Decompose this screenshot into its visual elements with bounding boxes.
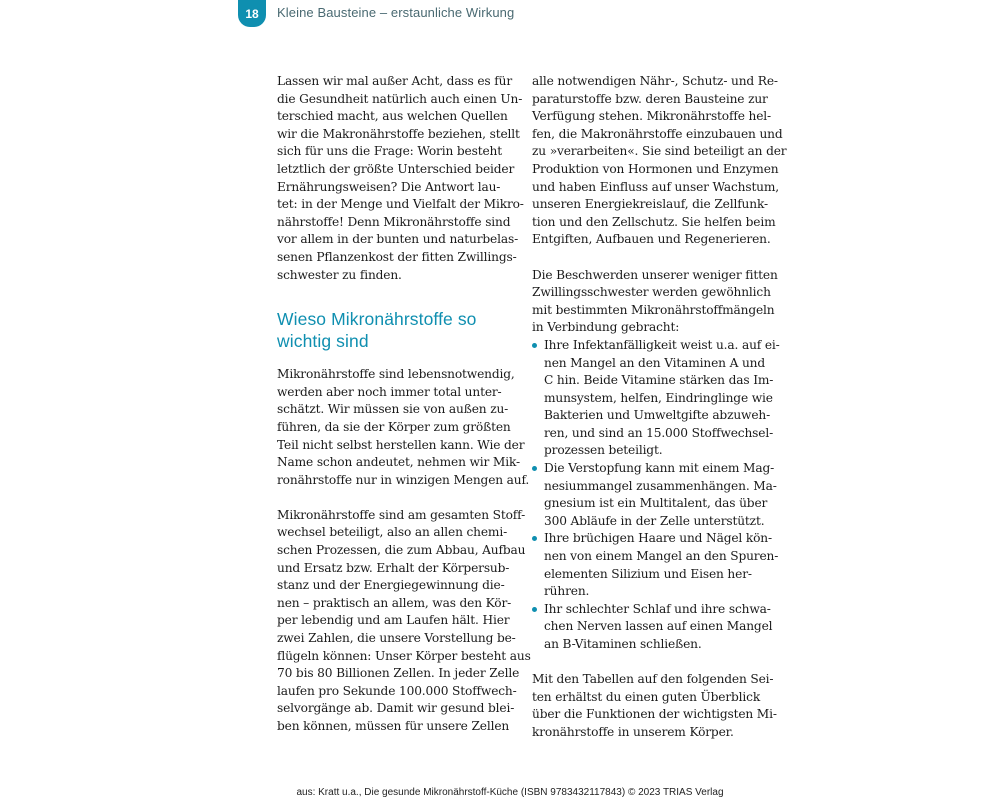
right-paragraph-1: [532, 73, 787, 249]
paragraph-2: [277, 366, 530, 489]
text-line: unseren Energiekreislauf, die Zellfunk-: [532, 197, 768, 212]
list-item: [532, 530, 779, 600]
text-line: sich für uns die Frage: Worin besteht: [277, 144, 502, 159]
text-line: stanz und der Energiegewinnung die-: [277, 578, 505, 593]
text-line: nen Mangel an den Vitaminen A und: [544, 355, 766, 370]
text-line: senen Pflanzenkost der fitten Zwillings-: [277, 249, 517, 264]
text-line: prozessen beteiligt.: [544, 443, 663, 458]
text-line: werden aber noch immer total unter-: [277, 384, 502, 399]
text-line: Ihr schlechter Schlaf und ihre schwa-: [544, 601, 771, 616]
page-number-badge: [238, 0, 266, 27]
paragraph-3: [277, 507, 531, 736]
running-title: Kleine Bausteine – erstaunliche Wirkung: [277, 5, 515, 20]
text-line: nen von einem Mangel an den Spuren-: [544, 549, 779, 564]
text-line: Ernährungsweisen? Die Antwort lau-: [277, 179, 501, 194]
text-line: per lebendig und am Laufen hält. Hier: [277, 613, 510, 628]
text-line: schätzt. Wir müssen sie von außen zu-: [277, 402, 509, 417]
bullet-icon: [532, 466, 537, 471]
paragraph-gap: [532, 654, 766, 672]
text-line: Zwillingsschwester werden gewöhnlich: [532, 285, 771, 300]
text-line: elementen Silizium und Eisen her-: [544, 566, 752, 581]
paragraph-gap: [277, 489, 511, 507]
text-line: Entgiften, Aufbauen und Regenerieren.: [532, 232, 771, 247]
text-line: die Gesundheit natürlich auch einen Un-: [277, 91, 523, 106]
text-line: paraturstoffe bzw. deren Bausteine zur: [532, 91, 768, 106]
right-paragraph-3: [532, 671, 777, 741]
page-number: 18: [245, 6, 259, 21]
text-line: 70 bis 80 Billionen Zellen. In jeder Zelle: [277, 666, 520, 681]
text-line: gnesium ist ein Multitalent, das über: [544, 496, 768, 511]
text-line: fen, die Makronährstoffe einzubauen und: [532, 126, 783, 141]
heading-line: wichtig sind: [277, 331, 369, 352]
text-line: und haben Einfluss auf unser Wachstum,: [532, 179, 780, 194]
right-column: [532, 73, 787, 742]
text-line: ren, und sind an 15.000 Stoffwechsel-: [544, 425, 774, 440]
text-line: Mit den Tabellen auf den folgenden Sei-: [532, 672, 774, 687]
bullet-list: [532, 337, 780, 654]
footer-citation: aus: Kratt u.a., Die gesunde Mikronährstoff-Küche (ISBN 9783432117843) © 2023 TRIAS Verlag: [296, 787, 724, 798]
text-line: nährstoffe! Denn Mikronährstoffe sind: [277, 214, 511, 229]
list-item: [532, 337, 780, 460]
section-heading: [277, 308, 511, 352]
bullet-icon: [532, 343, 537, 348]
text-line: flügeln können: Unser Körper besteht aus: [277, 648, 531, 663]
paragraph-gap: [532, 249, 766, 267]
text-line: ben können, müssen für unsere Zellen: [277, 719, 510, 733]
text-line: rühren.: [544, 584, 590, 599]
text-line: Bakterien und Umweltgifte abzuweh-: [544, 408, 771, 423]
bullet-icon: [532, 607, 537, 612]
text-line: wechsel beteiligt, also an allen chemi-: [277, 525, 508, 540]
text-line: 300 Abläufe in der Zelle unterstützt.: [544, 513, 765, 528]
text-line: laufen pro Sekunde 100.000 Stoffwech-: [277, 683, 517, 698]
text-line: kronährstoffe in unserem Körper.: [532, 724, 734, 739]
text-line: Lassen wir mal außer Acht, dass es für: [277, 74, 512, 88]
intro-paragraph: [277, 73, 524, 284]
text-line: Verfügung stehen. Mikronährstoffe hel-: [532, 109, 771, 124]
heading-line: Wieso Mikronährstoffe so: [277, 309, 477, 330]
text-line: nen – praktisch an allem, was den Kör-: [277, 595, 512, 610]
text-line: munsystem, helfen, Eindringlinge wie: [544, 390, 773, 405]
text-line: über die Funktionen der wichtigsten Mi-: [532, 707, 777, 722]
text-line: ronährstoffe nur in winzigen Mengen auf.: [277, 472, 530, 487]
text-line: führen, da sie der Körper zum größten: [277, 419, 511, 434]
text-line: Teil nicht selbst herstellen kann. Wie der: [277, 437, 525, 452]
text-line: Die Beschwerden unserer weniger fitten: [532, 267, 778, 282]
left-column: [277, 73, 531, 736]
text-line: Ihre brüchigen Haare und Nägel kön-: [544, 531, 772, 546]
list-item: [532, 601, 773, 654]
text-line: selvorgänge ab. Damit wir gesund blei-: [277, 701, 515, 716]
text-line: schen Prozessen, die zum Abbau, Aufbau: [277, 543, 526, 558]
text-line: Ihre Infektanfälligkeit weist u.a. auf ei-: [544, 337, 780, 352]
text-line: Name schon andeutet, nehmen wir Mik-: [277, 455, 520, 470]
text-line: und Ersatz bzw. Erhalt der Körpersub-: [277, 560, 510, 575]
text-line: wir die Makronährstoffe beziehen, stellt: [277, 126, 520, 141]
text-line: Mikronährstoffe sind lebensnotwendig,: [277, 367, 515, 382]
text-line: schwester zu finden.: [277, 267, 402, 282]
bullet-icon: [532, 536, 537, 541]
list-item: [532, 460, 777, 530]
text-line: terschied macht, aus welchen Quellen: [277, 109, 508, 124]
text-line: zwei Zahlen, die unsere Vorstellung be-: [277, 631, 516, 646]
text-line: Die Verstopfung kann mit einem Mag-: [544, 461, 775, 476]
text-line: tet: in der Menge und Vielfalt der Mikro-: [277, 197, 524, 212]
text-line: in Verbindung gebracht:: [532, 320, 680, 335]
text-line: alle notwendigen Nähr-, Schutz- und Re-: [532, 74, 778, 88]
text-line: mit bestimmten Mikronährstoffmängeln: [532, 302, 775, 317]
text-line: C hin. Beide Vitamine stärken das Im-: [544, 373, 774, 388]
text-line: letztlich der größte Unterschied beider: [277, 161, 515, 176]
text-line: vor allem in der bunten und naturbelas-: [277, 232, 519, 247]
text-line: chen Nerven lassen auf einen Mangel: [544, 619, 773, 634]
text-line: nesiummangel zusammenhängen. Ma-: [544, 478, 777, 493]
text-line: ten erhältst du einen guten Überblick: [532, 689, 761, 704]
text-line: zu »verarbeiten«. Sie sind beteiligt an der: [532, 144, 787, 159]
text-line: tion und den Zellschutz. Sie helfen beim: [532, 214, 776, 229]
text-line: Mikronährstoffe sind am gesamten Stoff-: [277, 507, 526, 522]
text-line: an B-Vitaminen schließen.: [544, 637, 702, 651]
text-line: Produktion von Hormonen und Enzymen: [532, 161, 779, 176]
right-paragraph-2: [532, 267, 778, 337]
